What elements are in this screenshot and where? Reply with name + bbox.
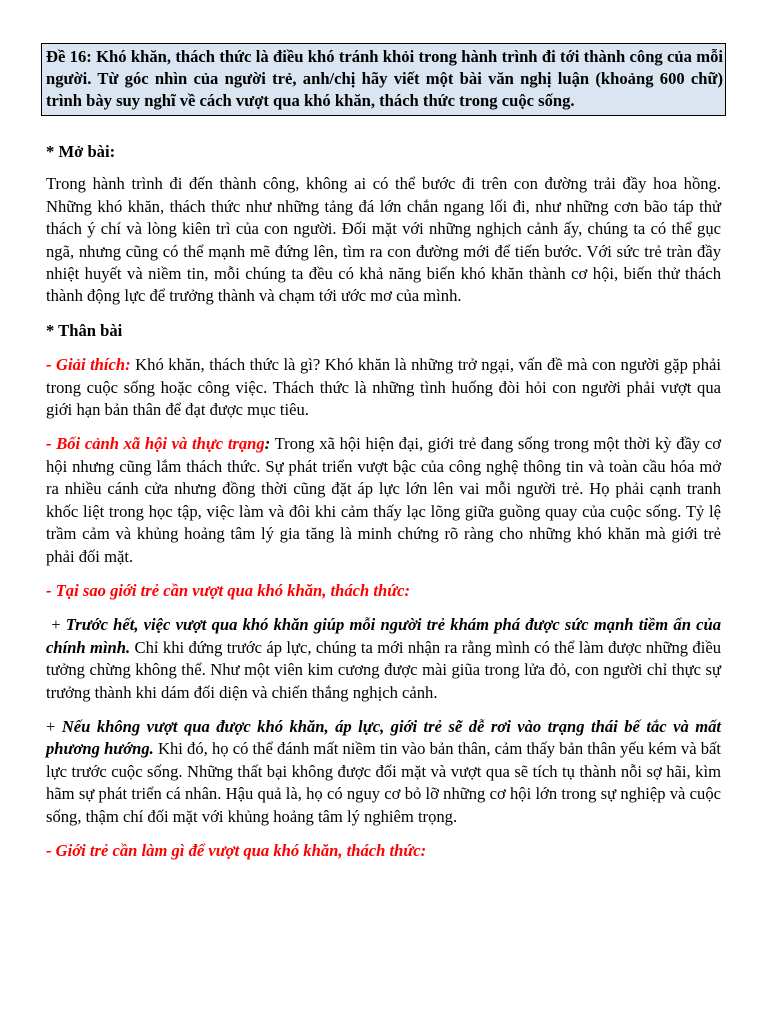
boi-canh-label: - Bối cảnh xã hội và thực trạng	[46, 434, 265, 454]
tai-sao-point-2	[46, 716, 721, 828]
point-2-text: Khi đó, họ có thể đánh mất niềm tin vào bản thân, cảm thấy bản thân yếu kém và bất lực trước cuộc sống. Những thất bại không được đối mặt và vượt qua sẽ tích tụ thành nỗi sợ hãi, kìm hãm sự phát triển cá nhân. Hậu quả là, họ có nguy cơ bỏ lỡ những cơ hội lớn trong sự nghiệp và cuộc sống, thậm chí đối mặt với khủng hoảng tâm lý nghiêm trọng.	[46, 739, 722, 826]
mo-bai-paragraph: Trong hành trình đi đến thành công, không ai có thể bước đi trên con đường trải đầy hoa hồng. Những khó khăn, thách thức như những tảng đá lớn chắn ngang lối đi, như những cơn bão táp thử thách ý chí và lòng kiên trì của con người. Đối mặt với những nghịch cảnh ấy, chúng ta có thể gục ngã, nhưng cũng có thể mạnh mẽ đứng lên, tìm ra con đường mới để tiến bước. Với sức trẻ tràn đầy nhiệt huyết và niềm tin, mỗi chúng ta đều có khả năng biến khó khăn thành cơ hội, biến thử thách thành động lực để trưởng thành và chạm tới ước mơ của mình.	[46, 174, 721, 306]
boi-canh-colon: :	[264, 434, 271, 454]
point-1-text: Chỉ khi đứng trước áp lực, chúng ta mới nhận ra rằng mình có thể làm được những điều tưởng chừng không thể. Như một viên kim cương được mài giũa trong lửa đỏ, con người chỉ thực sự trưởng thành khi dám đối diện và chiến thắng nghịch cảnh.	[46, 637, 721, 702]
point-2-bullet: +	[46, 716, 62, 736]
point-2-bold: Nếu không vượt qua được khó khăn, áp lực, giới trẻ sẽ dễ rơi vào trạng thái bế tắc và mất phương hướng.	[46, 716, 722, 759]
boi-canh-text: Trong xã hội hiện đại, giới trẻ đang sống trong một thời kỳ đầy cơ hội nhưng cũng lắm thách thức. Sự phát triển vượt bậc của công nghệ thông tin và toàn cầu hóa mở ra nhiều cánh cửa nhưng đồng thời cũng đặt áp lực lớn lên vai mỗi người trẻ. Họ phải cạnh tranh khốc liệt trong học tập, việc làm và đôi khi cảm thấy lạc lõng giữa guồng quay của cuộc sống. Tỷ lệ trầm cảm và khủng hoảng tâm lý gia tăng là minh chứng rõ ràng cho những khó khăn mà giới trẻ phải đối mặt.	[46, 434, 721, 566]
point-1-bold: Trước hết, việc vượt qua khó khăn giúp mỗi người trẻ khám phá được sức mạnh tiềm ẩn của chính mình.	[46, 615, 722, 657]
point-1-bullet: +	[46, 615, 66, 635]
giai-thich-label: - Giải thích:	[46, 355, 131, 375]
essay-body	[46, 141, 721, 862]
tai-sao-point-1	[46, 614, 721, 704]
essay-prompt: Đề 16: Khó khăn, thách thức là điều khó tránh khỏi trong hành trình đi tới thành công của mỗi người. Từ góc nhìn của người trẻ, anh/chị hãy viết một bài văn nghị luận (khoảng 600 chữ) trình bày suy nghĩ về cách vượt qua khó khăn, thách thức trong cuộc sống.	[46, 47, 723, 111]
lam-gi-heading: - Giới trẻ cần làm gì để vượt qua khó khăn, thách thức:	[46, 840, 427, 860]
boi-canh-paragraph	[46, 433, 721, 567]
giai-thich-paragraph	[46, 354, 721, 421]
tai-sao-heading: - Tại sao giới trẻ cần vượt qua khó khăn, thách thức:	[46, 580, 411, 600]
giai-thich-text: Khó khăn, thách thức là gì? Khó khăn là những trở ngại, vấn đề mà con người gặp phải trong cuộc sống hoặc công việc. Thách thức là những tình huống đòi hỏi con người phải vượt qua giới hạn bản thân để đạt được mục tiêu.	[46, 355, 721, 420]
essay-prompt-box	[41, 43, 726, 116]
mo-bai-heading: * Mở bài:	[46, 142, 116, 161]
than-bai-heading: * Thân bài	[46, 320, 123, 340]
